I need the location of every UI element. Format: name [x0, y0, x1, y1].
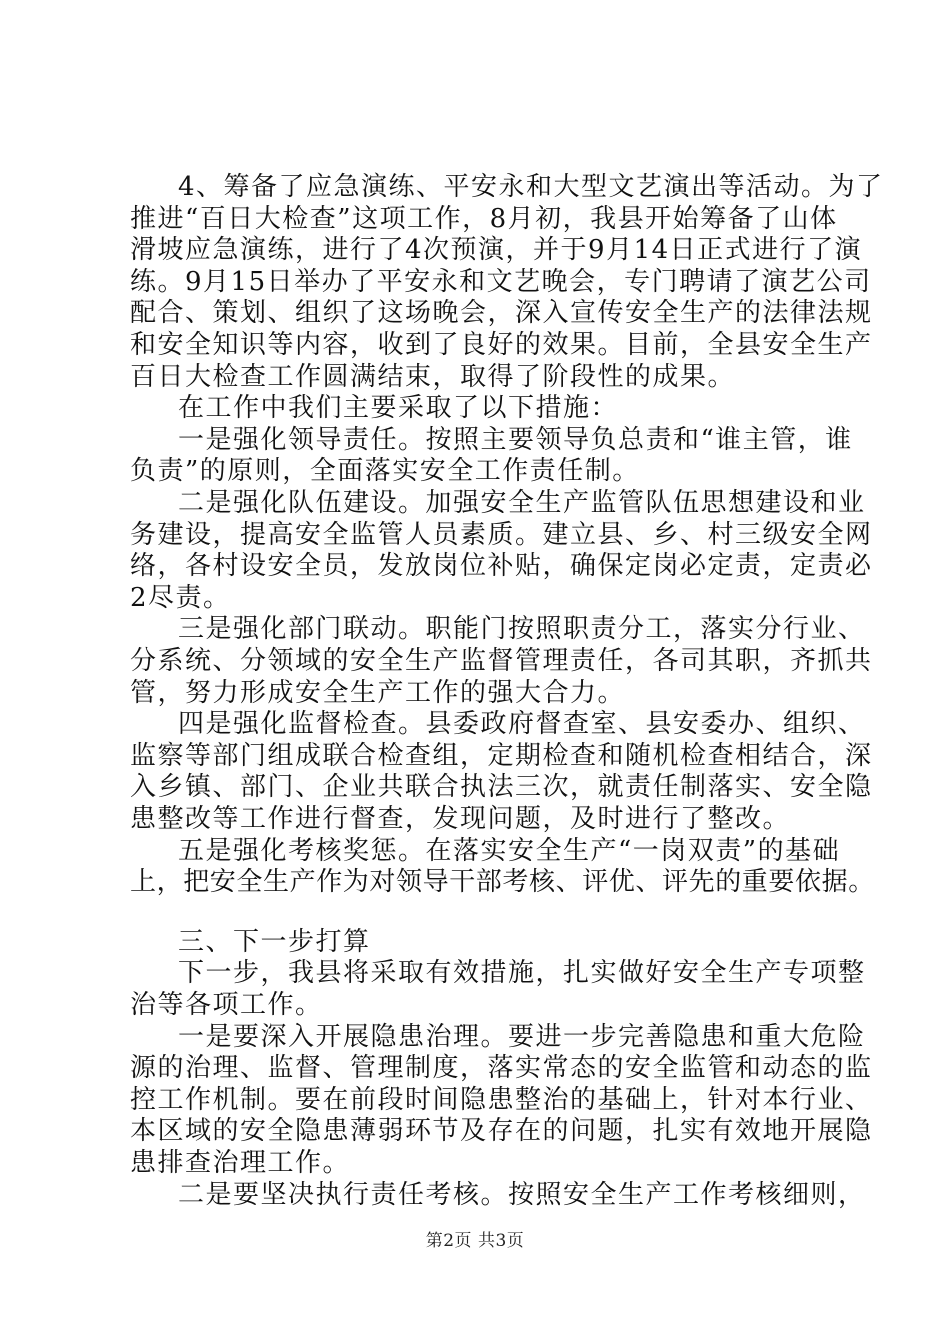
body-line: 和安全知识等内容，收到了良好的效果。目前，全县安全生产	[130, 330, 873, 360]
body-line: 控工作机制。要在前段时间隐患整治的基础上，针对本行业、	[130, 1084, 873, 1115]
body-line: 百日大检查工作圆满结束，取得了阶段性的成果。	[130, 361, 736, 392]
body-line: 在工作中我们主要采取了以下措施：	[178, 393, 619, 424]
body-line: 配合、策划、组织了这场晚会，深入宣传安全生产的法律法规	[130, 298, 873, 329]
body-line: 患整改等工作进行督查，发现问题，及时进行了整改。	[130, 804, 791, 834]
body-line: 推进“百日大检查”这项工作，8月初，我县开始筹备了山体	[130, 203, 838, 234]
body-line: 本区域的安全隐患薄弱环节及存在的问题，扎实有效地开展隐	[130, 1116, 873, 1147]
body-line: 2尽责。	[130, 582, 231, 613]
body-line: 监察等部门组成联合检查组，定期检查和随机检查相结合，深	[130, 740, 873, 771]
body-line: 4、筹备了应急演练、平安永和大型文艺演出等活动。为了	[178, 172, 884, 202]
body-line: 下一步，我县将采取有效措施，扎实做好安全生产专项整	[178, 958, 866, 989]
body-line: 络，各村设安全员，发放岗位补贴，确保定岗必定责，定责必	[130, 551, 873, 582]
body-line: 上，把安全生产作为对领导干部考核、评优、评先的重要依据。	[130, 867, 875, 898]
body-line: 练。9月15日举办了平安永和文艺晚会，专门聘请了演艺公司	[130, 266, 872, 297]
body-line: 分系统、分领域的安全生产监督管理责任，各司其职，齐抓共	[130, 646, 873, 676]
section-heading: 三、下一步打算	[178, 926, 371, 957]
body-line: 四是强化监督检查。县委政府督查室、县安委办、组织、	[178, 709, 866, 740]
body-line: 管，努力形成安全生产工作的强大合力。	[130, 677, 626, 708]
body-line: 入乡镇、部门、企业共联合执法三次，就责任制落实、安全隐	[130, 772, 873, 803]
body-line: 治等各项工作。	[130, 990, 323, 1020]
body-line: 二是要坚决执行责任考核。按照安全生产工作考核细则，	[178, 1179, 866, 1210]
body-line: 一是要深入开展隐患治理。要进一步完善隐患和重大危险	[178, 1021, 866, 1052]
body-line: 五是强化考核奖惩。在落实安全生产“一岗双责”的基础	[178, 835, 841, 866]
body-line: 二是强化队伍建设。加强安全生产监管队伍思想建设和业	[178, 488, 866, 518]
body-line: 负责”的原则，全面落实安全工作责任制。	[130, 456, 640, 487]
body-line: 务建设，提高安全监管人员素质。建立县、乡、村三级安全网	[130, 519, 873, 550]
body-line: 源的治理、监督、管理制度，落实常态的安全监管和动态的监	[130, 1053, 873, 1084]
page-number-footer: 第2页 共3页	[425, 1231, 525, 1251]
body-line: 一是强化领导责任。按照主要领导负总责和“谁主管，谁	[178, 424, 853, 455]
body-line: 三是强化部门联动。职能门按照职责分工，落实分行业、	[178, 614, 866, 645]
body-line: 滑坡应急演练，进行了4次预演，并于9月14日正式进行了演	[130, 235, 863, 266]
body-line: 患排查治理工作。	[130, 1148, 351, 1178]
